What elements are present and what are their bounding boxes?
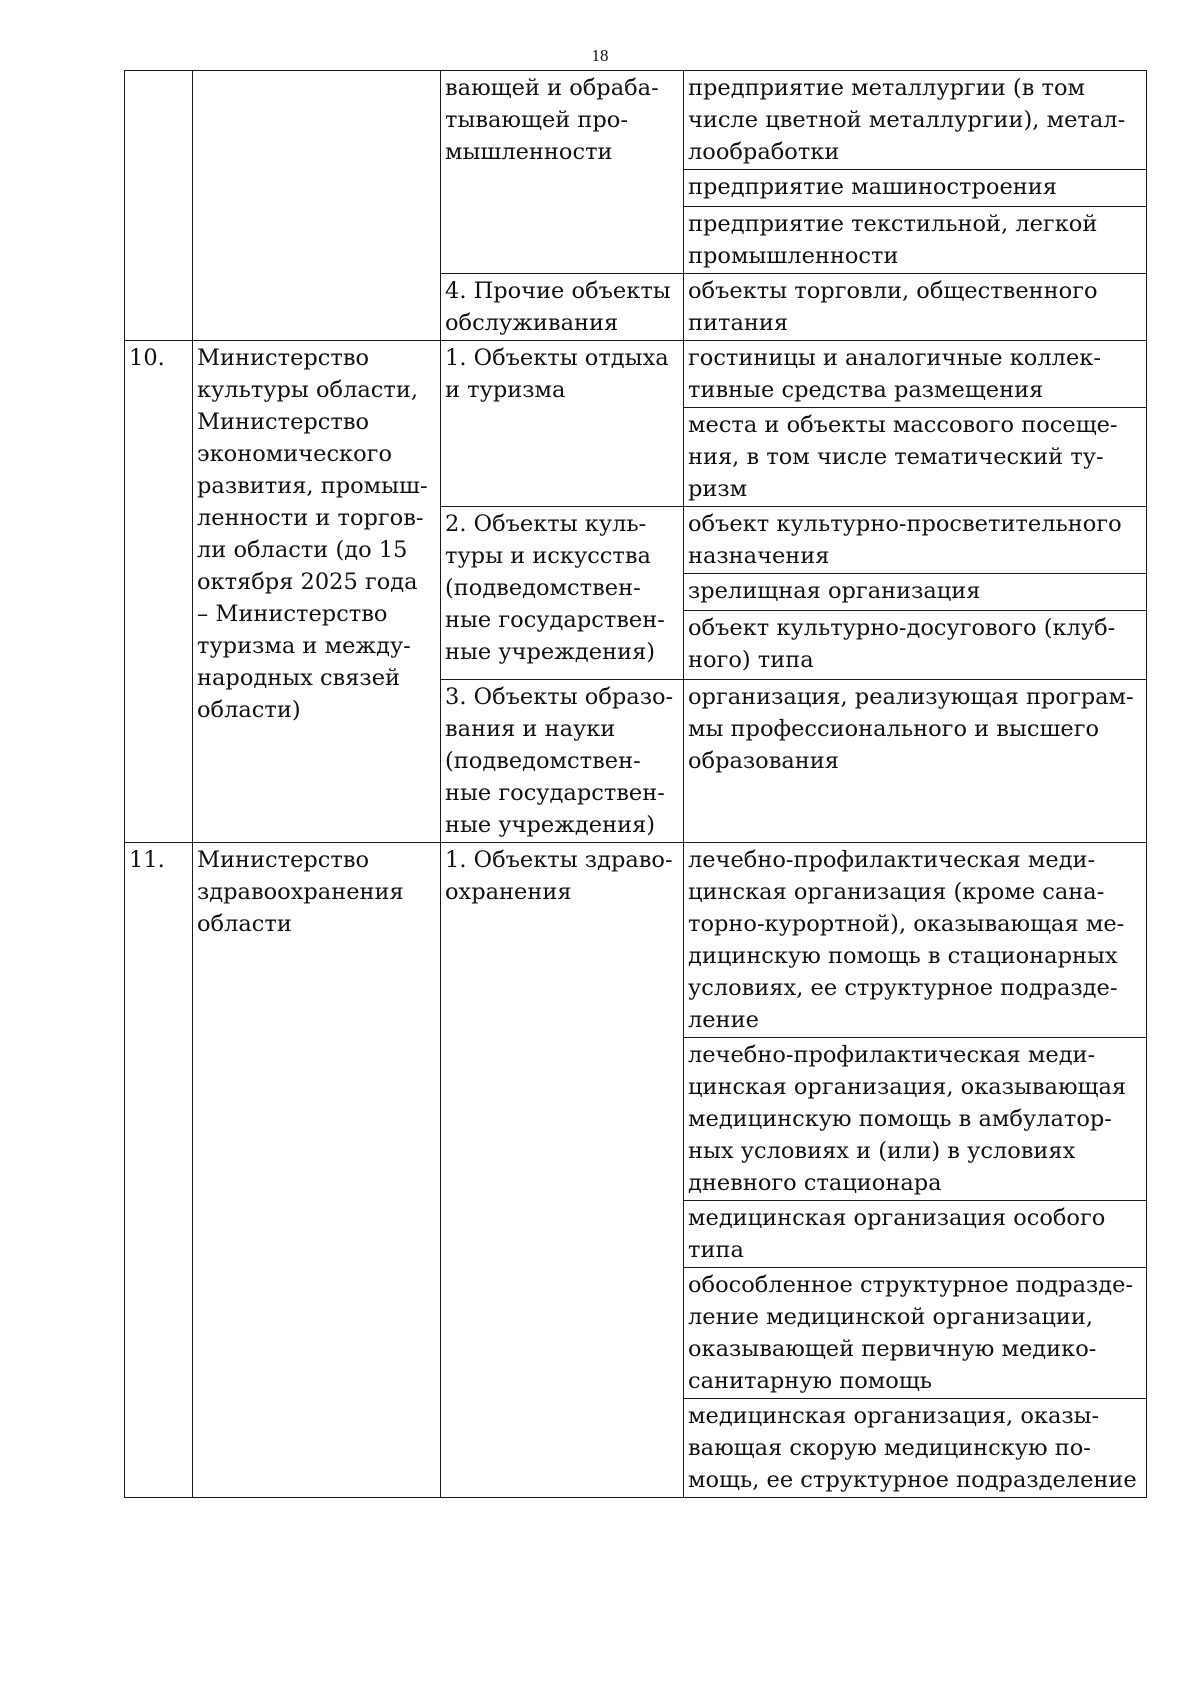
cell-item [684,170,1147,207]
cell-number [125,71,193,341]
cell-item [684,207,1147,274]
cell-item [684,1038,1147,1201]
objects-table [124,70,1147,1498]
cell-category [441,680,684,843]
item-text: объект культурно-просветительного назначения [688,511,1122,569]
table-row [125,71,1147,170]
category-text: 2. Объекты куль- туры и искусства (подведомствен- ные государствен- ные учреждения) [445,511,665,665]
cell-item [684,1399,1147,1498]
item-text: предприятие текстильной, легкой промышленности [688,211,1098,269]
cell-ministry [193,341,441,843]
item-text: лечебно-профилактическая меди- цинская организация (кроме сана- торно-курортной), оказывающая ме- дицинскую помощь в стационарных условиях, ее структурное подразде- ление [688,847,1125,1033]
item-text: места и объекты массового посеще- ния, в том числе тематический ту- ризм [688,412,1118,502]
category-text: 1. Объекты здраво- охранения [445,847,673,905]
item-text: медицинская организация особого типа [688,1205,1106,1263]
item-text: зрелищная организация [688,578,981,604]
category-text: 1. Объекты отдыха и туризма [445,345,669,403]
row-number: 11. [129,847,165,873]
table-row [125,341,1147,408]
item-text: предприятие металлургии (в том числе цветной металлургии), метал- лообработки [688,75,1126,165]
cell-item [684,274,1147,341]
page-number: 18 [591,46,609,65]
item-text: гостиницы и аналогичные коллек- тивные средства размещения [688,345,1101,403]
cell-category [441,341,684,507]
item-text: медицинская организация, оказы- вающая скорую медицинскую по- мощь, ее структурное подразделение [688,1403,1137,1493]
cell-item [684,574,1147,611]
item-text: обособленное структурное подразде- ление медицинской организации, оказывающей первичную медико- санитарную помощь [688,1272,1134,1394]
cell-item [684,680,1147,843]
cell-item [684,507,1147,574]
ministry-text: Министерство культуры области, Министерство экономического развития, промыш- ленности и торгов- ли области (до 15 октября 2025 года – Министерство туризма и между- народных связей области) [197,345,428,723]
cell-category [441,507,684,680]
cell-item [684,71,1147,170]
cell-item [684,1268,1147,1399]
item-text: объекты торговли, общественного питания [688,278,1098,336]
row-number: 10. [129,345,165,371]
category-text: вающей и обраба- тывающей про- мышленности [445,75,659,165]
cell-number [125,341,193,843]
cell-ministry [193,843,441,1498]
item-text: предприятие машиностроения [688,174,1057,200]
category-text: 4. Прочие объекты обслуживания [445,278,671,336]
cell-category [441,274,684,341]
item-text: объект культурно-досугового (клуб- ного) типа [688,615,1116,673]
cell-item [684,1201,1147,1268]
cell-item [684,341,1147,408]
item-text: организация, реализующая програм- мы профессионального и высшего образования [688,684,1134,774]
cell-number [125,843,193,1498]
cell-category [441,71,684,274]
ministry-text: Министерство здравоохранения области [197,847,404,937]
cell-category [441,843,684,1498]
table-row [125,843,1147,1038]
cell-item [684,408,1147,507]
item-text: лечебно-профилактическая меди- цинская организация, оказывающая медицинскую помощь в амбулатор- ных условиях и (или) в условиях дневного стационара [688,1042,1127,1196]
category-text: 3. Объекты образо- вания и науки (подведомствен- ные государствен- ные учреждения) [445,684,674,838]
cell-item [684,843,1147,1038]
cell-ministry [193,71,441,341]
cell-item [684,611,1147,680]
